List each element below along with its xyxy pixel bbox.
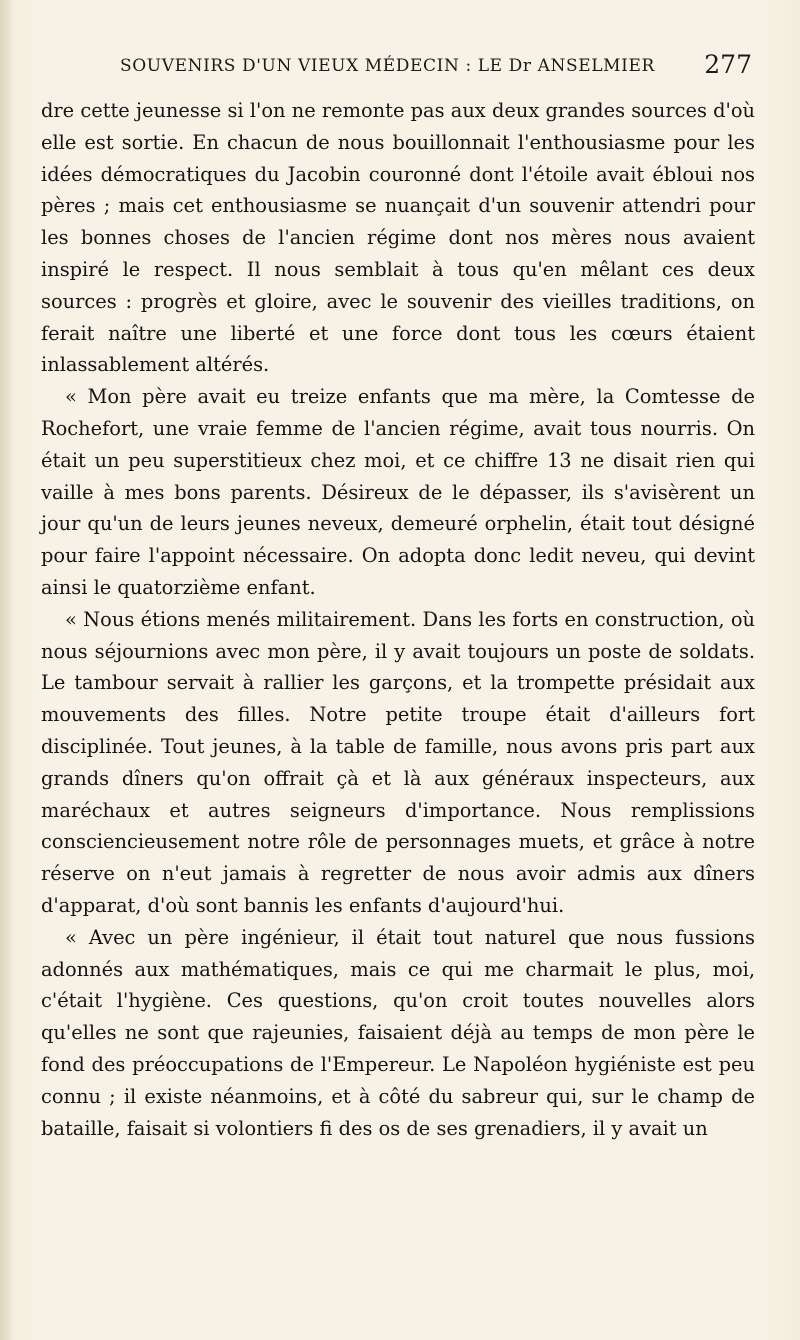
running-head: [40, 50, 760, 84]
running-title: SOUVENIRS D'UN VIEUX MÉDECIN : LE Dr ANSELMIER: [120, 56, 655, 76]
body-text: [41, 95, 755, 1144]
page-gutter: [0, 0, 12, 1340]
paragraph-2: « Mon père avait eu treize enfants que ma mère, la Comtesse de Rochefort, une vraie femme de l'ancien régime, avait tous nourris. On était un peu superstitieux chez moi, et ce chiffre 13 ne disait rien qui vaille à mes bons parents. Désireux de le dépasser, ils s'avisèrent un jour qu'un de leurs jeunes neveux, demeuré orphelin, était tout désigné pour faire l'appoint nécessaire. On adopta donc ledit neveu, qui devint ainsi le quatorzième enfant.: [41, 385, 755, 599]
paragraph-3: « Nous étions menés militairement. Dans les forts en construction, où nous séjournions avec mon père, il y avait toujours un poste de soldats. Le tambour servait à rallier les garçons, et la trompette présidait aux mouvements des filles. Notre petite troupe était d'ailleurs fort disciplinée. Tout jeunes, à la table de famille, nous avons pris part aux grands dîners qu'on offrait çà et là aux généraux inspecteurs, aux maréchaux et autres seigneurs d'importance. Nous remplissions consciencieusement notre rôle de personnages muets, et grâce à notre réserve on n'eut jamais à regretter de nous avoir admis aux dîners d'apparat, d'où sont bannis les enfants d'aujourd'hui.: [41, 607, 755, 917]
paragraph-4: « Avec un père ingénieur, il était tout naturel que nous fussions adonnés aux mathématiques, mais ce qui me charmait le plus, moi, c'était l'hygiène. Ces questions, qu'on croit toutes nouvelles alors qu'elles ne sont que rajeunies, faisaient déjà au temps de mon père le fond des préoccupations de l'Empereur. Le Napoléon hygiéniste est peu connu ; il existe néanmoins, et à côté du sabreur qui, sur le champ de bataille, faisait si volontiers fi des os de ses grenadiers, il y avait un: [41, 925, 755, 1140]
page-number: 277: [704, 50, 752, 79]
paragraph-1: dre cette jeunesse si l'on ne remonte pas aux deux grandes sources d'où elle est sortie. En chacun de nous bouillonnait l'enthousiasme pour les idées démocratiques du Jacobin couronné dont l'étoile avait ébloui nos pères ; mais cet enthousiasme se nuançait d'un souvenir attendri pour les bonnes choses de l'ancien régime dont nos mères nous avaient inspiré le respect. Il nous semblait à tous qu'en mêlant ces deux sources : progrès et gloire, avec le souvenir des vieilles traditions, on ferait naître une liberté et une force dont tous les cœurs étaient inlassablement altérés.: [41, 99, 755, 377]
